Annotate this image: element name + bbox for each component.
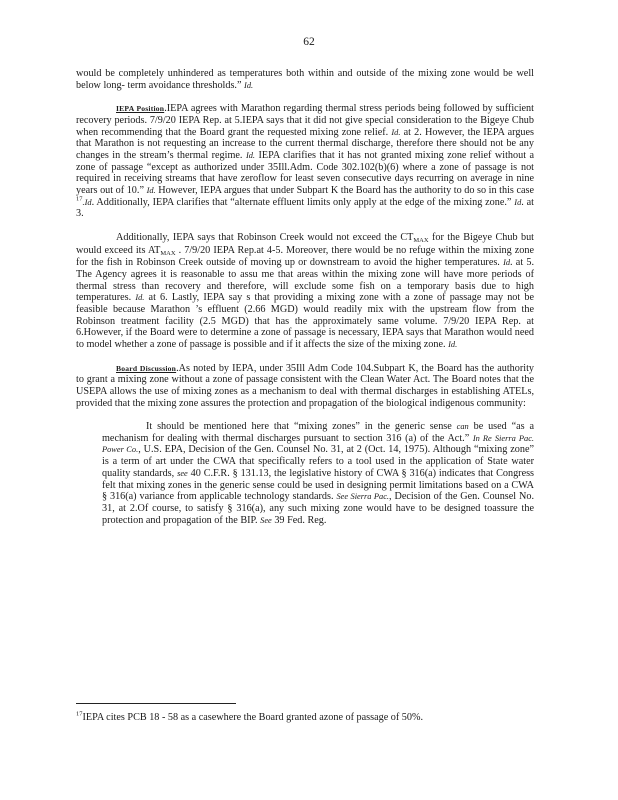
text-run: IEPA clarifies that it has not granted mixing zone relief without a zone of passage “except as authorized under 35Ill.Adm. Code 302.102(b)(6) where a zone of passage is not required in receiving streams that have zeroflow for least seven consecutive days recurring on average in nine years out of 10.” bbox=[76, 149, 535, 197]
text-run: , U.S. EPA, Decision of the Gen. Counsel No. 31, at 2 (Oct. 14, 1975). Although “mixing zone” is a term of art under the CWA that specifically refers to a tool used in the application of State water quality standards, bbox=[102, 444, 534, 479]
page-number: 62 bbox=[303, 36, 315, 48]
text-run: . Additionally, IEPA clarifies that “alternate effluent limits only apply at the edge of the mixing zone.” bbox=[91, 196, 512, 208]
text-run: for the Bigeye Chub but would exceed its AT bbox=[76, 231, 535, 256]
text-run: at 6. Lastly, IEPA say s that providing a mixing zone with a zone of passage may not be feasible because Marathon ’s effluent (2.66 MGD) would readily mix with the upstream flow from the Robinson treatment facility (2.5 MGD) that has the approximately same volume. 7/9/20 IEPA Rep. at 6.However, if the Board were to determine a zone of passage is necessary, IEPA says that Marathon would need to model whether a zone of passage is possible and if it affects the size of the mixing zone. bbox=[76, 292, 535, 351]
citation: .Id bbox=[82, 197, 92, 207]
citation: Id. bbox=[391, 127, 401, 137]
subscript-max: MAX bbox=[413, 236, 429, 244]
paragraph-board-discussion bbox=[76, 363, 534, 410]
text-run: . 7/9/20 IEPA Rep.at 4-5. Moreover, there would be no refuge within the mixing zone for the fish in Robinson Creek outside of moving up or downstream to avoid the higher temperatures. bbox=[76, 244, 535, 269]
citation: Id bbox=[514, 197, 522, 207]
citation: Id. bbox=[448, 340, 458, 350]
text-run: . at 3. bbox=[76, 196, 535, 220]
section-heading-board-discussion: Board Discussion bbox=[116, 363, 177, 373]
text-run: , Decision of the Gen. Counsel No. 31, at 2.Of course, to satisfy § 316(a), any such mixing zone would have to be designed toassure the protection and propagation of the BIP. bbox=[102, 491, 535, 526]
citation: Id. bbox=[135, 293, 145, 303]
citation: see bbox=[177, 468, 188, 478]
citation: In Re Sierra Pac. Power Co. bbox=[102, 433, 535, 455]
paragraph-additionally bbox=[76, 232, 534, 351]
section-heading-iepa-position: IEPA Position bbox=[116, 104, 165, 114]
subscript-max: MAX bbox=[160, 249, 176, 257]
paragraph-iepa-position bbox=[76, 103, 534, 220]
text-run: at 2. However, the IEPA argues that Marathon is not requesting an increase to the current thermal discharge, therefore there should not be any changes in the stream’s thermal regime. bbox=[76, 126, 534, 161]
footnote bbox=[76, 712, 536, 724]
text-run: .IEPA agrees with Marathon regarding thermal stress periods being followed by sufficient recovery periods. 7/9/20 IEPA Rep. at 5.IEPA says that it did not give special consideration to the Bigeye Chub when recommending that the Board grant the requested mixing zone relief. bbox=[76, 103, 534, 138]
text-run: be used “as a mechanism for dealing with thermal discharges pursuant to section 316 (a) of the Act.” bbox=[102, 421, 534, 444]
citation: Id. bbox=[146, 186, 156, 196]
citation: See Sierra Pac. bbox=[336, 492, 390, 502]
text-run: .As noted by IEPA, under 35Ill Adm Code 104.Subpart K, the Board has the authority to grant a mixing zone without a zone of passage consistent with the Clean Water Act. The Board notes that the USEPA allows the use of mixing zones as a mechanism to deal with thermal discharges in establishing ATELs, provided that the mixing zone assures the protection and propagation of the biological indigenous community: bbox=[76, 362, 534, 409]
text-run: It should be mentioned here that “mixing zones” in the generic sense bbox=[146, 421, 452, 433]
paragraph-1-text: would be completely unhindered as temperatures both within and outside of the mixing zone would be well below long- term avoidance thresholds.” bbox=[76, 68, 534, 91]
body-text bbox=[76, 68, 534, 526]
paragraph-1 bbox=[76, 68, 534, 91]
text-run: Additionally, IEPA says that Robinson Creek would not exceed the CT bbox=[116, 231, 414, 243]
citation: Id. bbox=[245, 150, 256, 160]
text-run: 39 Fed. Reg. bbox=[274, 514, 327, 526]
text-run: 40 C.F.R. § 131.13, the legislative history of CWA § 316(a) indicates that Congress felt that mixing zones in the generic sense could be used in designing permit limitations based on a CWA § 316(a) variance from applicable technology standards. bbox=[102, 467, 535, 503]
footnote-reference: 17 bbox=[76, 195, 83, 203]
block-quote bbox=[102, 421, 534, 526]
citation: can bbox=[456, 422, 469, 432]
text-run: . at 5. The Agency agrees it is reasonable to assu me that areas within the mixing zone will have more periods of thermal stress than recovery and therefore, will exclude some fish on a temporary basis due to high temperatures. bbox=[76, 257, 534, 304]
citation: Id. bbox=[244, 80, 254, 90]
text-run: However, IEPA argues that under Subpart K the Board has the authority to do so in this case bbox=[158, 185, 534, 197]
footnote-divider bbox=[76, 703, 236, 704]
footnote-number: 17 bbox=[76, 710, 83, 718]
citation: See bbox=[260, 515, 272, 525]
citation: Id bbox=[503, 258, 511, 268]
footnote-text: IEPA cites PCB 18 - 58 as a casewhere the Board granted azone of passage of 50%. bbox=[82, 712, 424, 723]
